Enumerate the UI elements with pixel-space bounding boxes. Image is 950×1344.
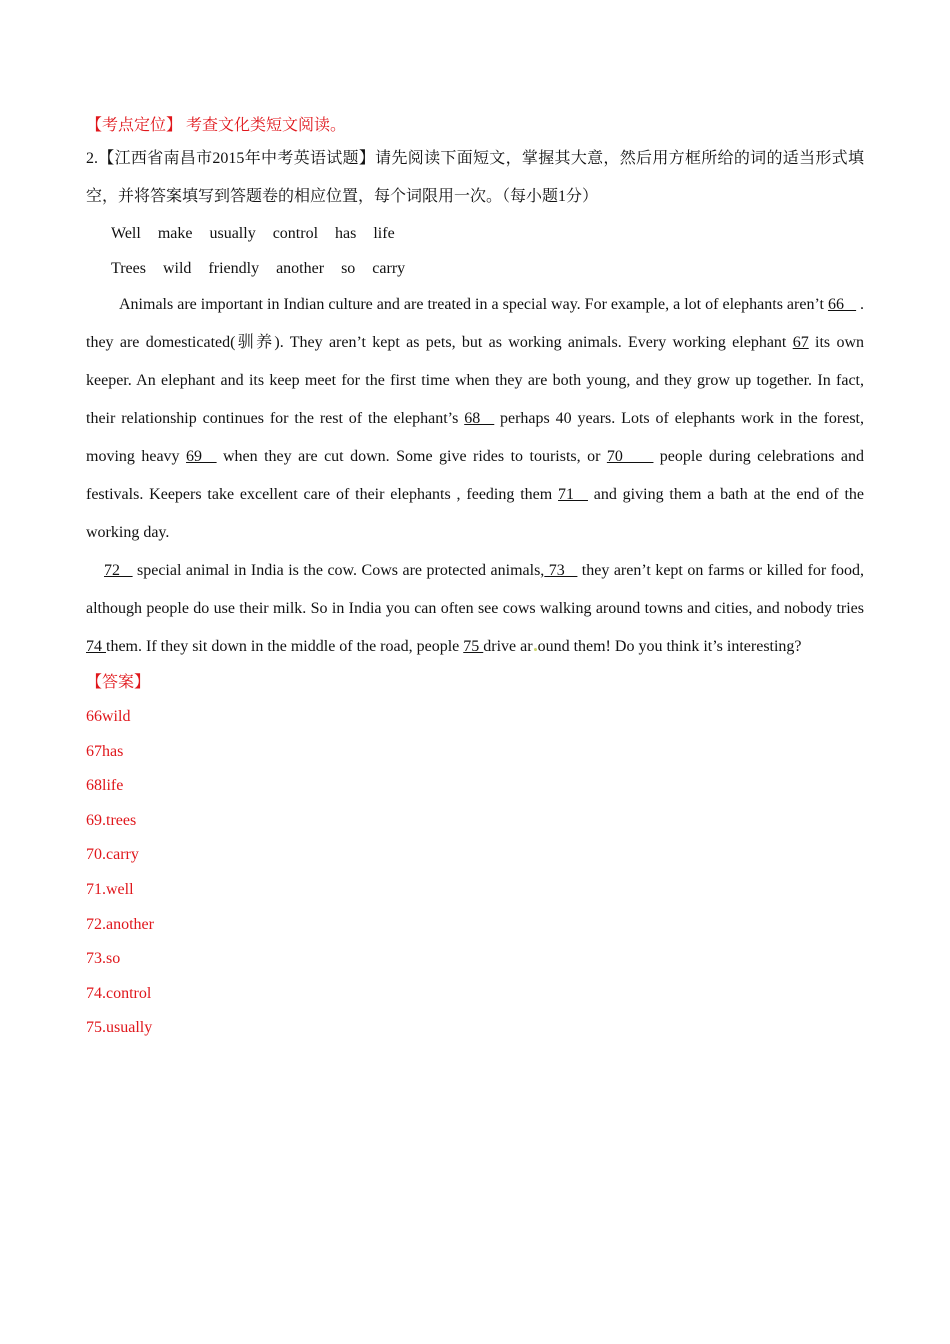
question-number: 2. (86, 150, 98, 167)
blank-66: 66 _ (827, 296, 856, 313)
word-bank-word: carry (372, 260, 406, 277)
blank-67: 67 (792, 334, 809, 351)
blank-73: 73 _ (544, 562, 578, 579)
word-bank-word: life (373, 225, 395, 242)
passage-text: them. If they sit down in the middle of the road, people (106, 638, 464, 655)
answer-item: 75.usually (86, 1019, 153, 1037)
passage-text: . they are domesticated(驯养). They aren’t kept as pets, but as working animals. Every working elephant (86, 296, 865, 351)
word-bank-word: usually (209, 225, 256, 242)
passage-text: Animals are important in Indian culture and are treated in a special way. For example, a lot of elephants aren’t (119, 296, 828, 313)
word-bank-word: has (335, 225, 357, 242)
answer-item: 73.so (86, 950, 121, 968)
blank-71: 71 _ (558, 486, 588, 503)
blank-72: 72 _ (104, 562, 133, 579)
answer-item: 66wild (86, 708, 131, 725)
blank-68: 68 _ (464, 410, 495, 427)
stray-dot-mark (534, 648, 537, 651)
blank-69: 69 _ (186, 448, 217, 465)
word-bank-row-1 (111, 216, 864, 251)
answer-section (86, 666, 864, 1046)
answer-item: 69.trees (86, 811, 137, 829)
answer-item: 67has (86, 742, 124, 760)
word-bank-word: so (341, 260, 356, 277)
word-bank-word: another (276, 260, 325, 277)
word-bank (86, 216, 864, 286)
passage-text: they aren’t kept on farms or killed for food, although people do use their milk. So in India you can often see cows walking around towns and cities, and nobody tries (86, 562, 865, 617)
blank-70: 70 ___ (606, 448, 654, 465)
blank-75: 75 (463, 638, 484, 655)
passage-paragraph-2 (86, 552, 864, 666)
passage-text: special animal in India is the cow. Cows are protected animals, (132, 562, 545, 579)
passage-text: perhaps 40 years. Lots of elephants work in the forest, moving heavy (86, 410, 865, 465)
word-bank-word: make (157, 225, 193, 242)
question-header (86, 140, 864, 216)
question-source: 【江西省南昌市2015年中考英语试题】 (98, 150, 376, 167)
document-page (86, 112, 864, 1046)
question-instruction: 请先阅读下面短文，掌握其大意，然后用方框所给的词的适当形式填空，并将答案填写到答题卷的相应位置，每个词限用一次。（每小题1分） (86, 150, 864, 205)
word-bank-word: Well (111, 225, 141, 242)
word-bank-word: friendly (208, 260, 260, 277)
answer-item: 68life (86, 777, 124, 795)
passage-text: its own keeper. An elephant and its keep meet for the first time when they are both young, and they grow up together. In fact, their relationship continues for the rest of the elephant’s (86, 334, 865, 427)
answer-item: 74.control (86, 984, 152, 1002)
passage-text: drive ar (483, 638, 533, 655)
word-bank-word: control (272, 225, 319, 242)
passage-text: when they are cut down. Some give rides to tourists, or (216, 448, 607, 465)
kaodian-label: 【考点定位】 考查文化类短文阅读。 (86, 117, 347, 134)
answer-item: 72.another (86, 915, 154, 933)
passage-paragraph-1 (86, 286, 864, 552)
answer-item: 70.carry (86, 846, 139, 864)
word-bank-row-2 (111, 251, 864, 286)
word-bank-word: Trees (111, 260, 146, 277)
word-bank-word: wild (162, 260, 192, 277)
passage-text: ound them! Do you think it’s interesting? (537, 638, 802, 655)
answer-label: 【答案】 (86, 674, 151, 691)
passage-text: and giving them a bath at the end of the working day. (86, 486, 865, 541)
answer-item: 71.well (86, 880, 134, 898)
passage-text: people during celebrations and festivals. Keepers take excellent care of their elephants , feeding them (86, 448, 865, 503)
blank-74: 74 (86, 638, 106, 655)
